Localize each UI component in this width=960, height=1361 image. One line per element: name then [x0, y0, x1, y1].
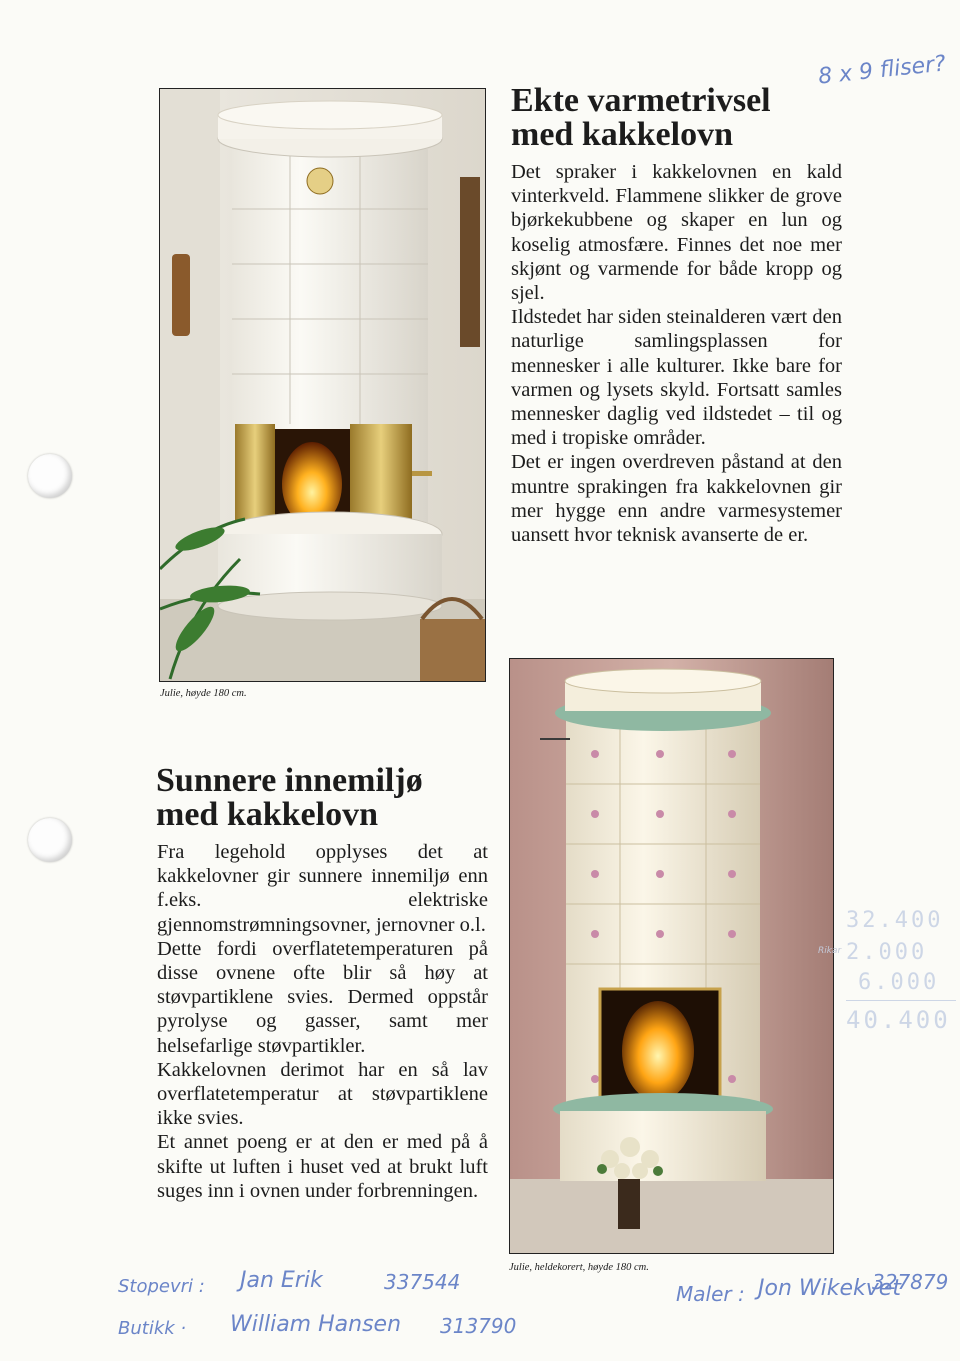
section-1-heading [511, 84, 771, 152]
section-1-paragraph: Det er ingen overdreven påstand at den muntre sprakingen fra kakkelovnen gir mer hygge enn andre varmesystemer uansett hvor teknisk avanserte de er. [511, 451, 842, 547]
handwritten-line1-a: Stopevri : [118, 1276, 205, 1297]
section-1-paragraph: Ildstedet har siden steinalderen vært den naturlige samlingsplassen for mennesker i alle kulturer. Ikke bare for varmen og lysets skyld. Fortsatt samles mennesker daglig ved ildstedet – til og med i tropiske områder. [511, 306, 842, 450]
handwritten-sum: 2.000 [846, 940, 928, 965]
section-2-paragraph: Kakkelovnen derimot har en så lav overflatetemperatur at støvpartiklene ikke svies. [157, 1058, 488, 1130]
section-1-body [511, 160, 842, 547]
binder-hole-bottom [28, 818, 72, 862]
section-2-heading [156, 764, 423, 832]
binder-hole-top [28, 454, 72, 498]
handwritten-line2-a: Butikk · [118, 1318, 187, 1339]
section-2-paragraph: Et annet poeng er at den er med på å skifte ut luften i huset ved at brukt luft suges inn i ovnen under forbrenningen. [157, 1131, 488, 1202]
section-2-heading-line2: med kakkelovn [156, 796, 378, 833]
photo-1-caption: Julie, høyde 180 cm. [160, 688, 247, 699]
stove-photo-2 [509, 658, 834, 1254]
photo-2-caption: Julie, heldekorert, høyde 180 cm. [509, 1262, 649, 1273]
handwritten-line1-c: 337544 [384, 1270, 461, 1294]
section-2-body [157, 840, 488, 1203]
handwritten-sum-rule [846, 1000, 956, 1001]
handwritten-line1-b: Jan Erik [240, 1268, 323, 1293]
handwritten-side-label: Rikar [818, 946, 842, 956]
handwritten-line3-a: Maler : [676, 1282, 745, 1306]
section-1-heading-line2: med kakkelovn [511, 116, 733, 153]
handwritten-line3-c: 327879 [872, 1270, 949, 1294]
section-1-paragraph: Det spraker i kakkelovnen en kald vinterkveld. Flammene slikker de grove bjørkekubbene og skaper en lun og koselig atmosfære. Finnes det noe mer skjønt og varmende for både kropp og sjel. [511, 161, 842, 305]
handwritten-sum: 6.000 [858, 970, 940, 995]
handwritten-line3-b: Jon Wikekvet [758, 1276, 901, 1301]
handwritten-top-note: 8 x 9 fliser? [817, 51, 948, 90]
section-2-paragraph: Fra legehold opplyses det at kakkelovner gir sunnere innemiljø enn f.eks. elektriske gjennomstrømningsovner, jernovner o.l. [157, 841, 488, 936]
handwritten-sum-total: 40.400 [846, 1006, 951, 1034]
handwritten-line2-c: 313790 [440, 1314, 517, 1338]
handwritten-line2-b: William Hansen [230, 1312, 402, 1337]
stove-photo-1 [159, 88, 486, 682]
handwritten-sum: 32.400 [846, 908, 944, 933]
section-2-heading-line1: Sunnere innemiljø [156, 762, 423, 799]
section-1-heading-line1: Ekte varmetrivsel [511, 82, 771, 119]
section-2-paragraph: Dette fordi overflatetemperaturen på disse ovnene ofte blir så høy at støvpartiklene svies. Dermed oppstår pyrolyse og gasser, samt mer helsefarlige støvpartikler. [157, 937, 488, 1057]
